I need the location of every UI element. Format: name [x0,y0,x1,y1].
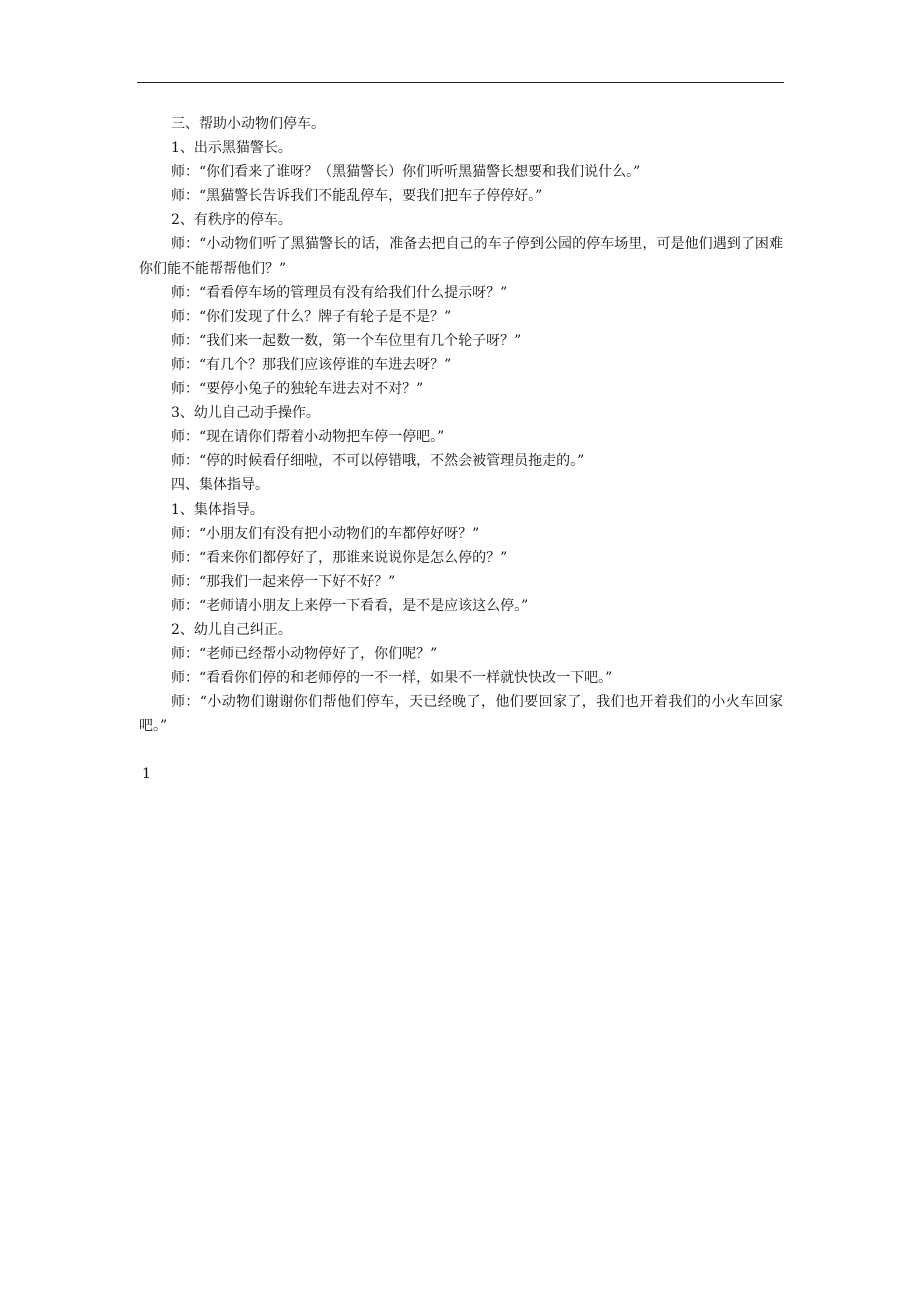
paragraph: 师：“现在请你们帮着小动物把车停一停吧。” [171,429,445,446]
paragraph: 师：“小朋友们有没有把小动物们的车都停好呀？” [171,525,480,542]
paragraph: 师：“停的时候看仔细啦，不可以停错哦，不然会被管理员拖走的。” [171,453,585,470]
page-number: 1 [142,766,151,782]
paragraph: 2、幼儿自己纠正。 [171,621,292,638]
paragraph: 师：“老师请小朋友上来停一下看看，是不是应该这么停。” [171,597,529,614]
paragraph: 师：“看看停车场的管理员有没有给我们什么提示呀？” [171,284,508,301]
paragraph: 师：“我们来一起数一数，第一个车位里有几个轮子呀？” [171,332,522,349]
paragraph: 3、幼儿自己动手操作。 [171,405,320,422]
paragraph: 师：“看看你们停的和老师停的一不一样，如果不一样就快快改一下吧。” [171,670,613,687]
paragraph: 师：“老师已经帮小动物停好了，你们呢？” [171,646,438,663]
paragraph: 1、集体指导。 [171,501,264,518]
paragraph: 师：“黑猫警长告诉我们不能乱停车，要我们把车子停停好。” [171,188,543,205]
paragraph: 师：“你们看来了谁呀？（黑猫警长）你们听听黑猫警长想要和我们说什么。” [171,164,641,181]
header-rule [137,82,784,83]
paragraph: 师：“那我们一起来停一下好不好？” [171,573,396,590]
paragraph: 师：“你们发现了什么？牌子有轮子是不是？” [171,308,452,325]
paragraph: 师：“看来你们都停好了，那谁来说说你是怎么停的？” [171,549,508,566]
paragraph: 四、集体指导。 [171,477,269,494]
paragraph: 2、有秩序的停车。 [171,212,292,229]
document-body [139,112,783,738]
paragraph: 1、出示黑猫警长。 [171,140,292,157]
paragraph: 师：“要停小兔子的独轮车进去对不对？” [171,381,424,398]
paragraph: 师：“小动物们听了黑猫警长的话，准备去把自己的车子停到公园的停车场里，可是他们遇到了困难你们能不能帮帮他们？” [139,236,783,277]
paragraph: 师：“小动物们谢谢你们帮他们停车，天已经晚了，他们要回家了，我们也开着我们的小火车回家吧。” [139,694,783,735]
paragraph: 三、帮助小动物们停车。 [171,116,325,132]
paragraph: 师：“有几个？那我们应该停谁的车进去呀？” [171,356,452,373]
